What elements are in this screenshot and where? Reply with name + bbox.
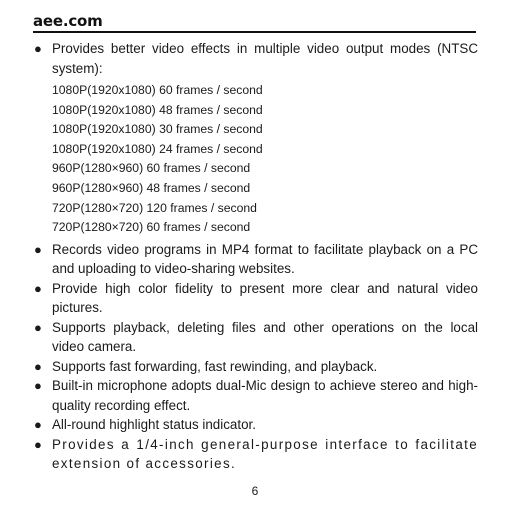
feature-item-indicator [33, 415, 478, 435]
feature-text: Supports playback, deleting files and other operations on the local video camera. [52, 319, 478, 355]
video-mode-item: 720P(1280×720) 60 frames / second [52, 220, 251, 235]
video-mode-item: 960P(1280×960) 48 frames / second [52, 180, 251, 195]
feature-item-color-fidelity [33, 279, 478, 318]
bullet-icon: ● [34, 241, 42, 257]
feature-text: All-round highlight status indicator. [52, 417, 256, 433]
video-mode-item: 960P(1280×960) 60 frames / second [52, 161, 251, 176]
feature-text: Supports fast forwarding, fast rewinding, and playback. [52, 358, 378, 374]
video-mode-item: 720P(1280×720) 120 frames / second [52, 200, 257, 215]
feature-list [33, 39, 478, 474]
bullet-icon: ● [34, 41, 42, 56]
video-mode-item: 1080P(1920x1080) 60 frames / second [52, 83, 263, 97]
feature-item-mp4 [33, 240, 478, 279]
feature-text: Provide high color fidelity to present more clear and natural video pictures. [52, 280, 478, 316]
bullet-icon: ● [34, 417, 42, 433]
page-number: 6 [251, 484, 259, 498]
bullet-icon: ● [34, 436, 42, 452]
feature-item-interface [33, 435, 478, 474]
feature-item-video-modes [33, 39, 478, 78]
feature-item-fast-forward [33, 357, 478, 377]
header-divider [33, 31, 476, 33]
bullet-icon: ● [34, 378, 42, 394]
feature-text: Built-in microphone adopts dual-Mic design to achieve stereo and high-quality recording effect. [52, 378, 478, 413]
feature-text: Provides better video effects in multiple video output modes (NTSC system): [52, 41, 478, 76]
feature-item-playback [33, 318, 478, 357]
bullet-icon: ● [34, 358, 42, 374]
video-mode-item: 1080P(1920x1080) 48 frames / second [52, 102, 263, 117]
brand-logo-text: aee.com [33, 12, 103, 30]
bullet-icon: ● [34, 319, 42, 335]
video-mode-item: 1080P(1920x1080) 30 frames / second [52, 122, 263, 137]
video-mode-item: 1080P(1920x1080) 24 frames / second [52, 141, 263, 156]
feature-text: Records video programs in MP4 format to facilitate playback on a PC and uploading to video-sharing websites. [52, 241, 478, 277]
bullet-icon: ● [34, 280, 42, 296]
feature-item-microphone [33, 376, 478, 415]
video-mode-list [52, 81, 478, 238]
feature-text: Provides a 1/4-inch general-purpose interface to facilitate extension of accessories. [52, 436, 478, 472]
